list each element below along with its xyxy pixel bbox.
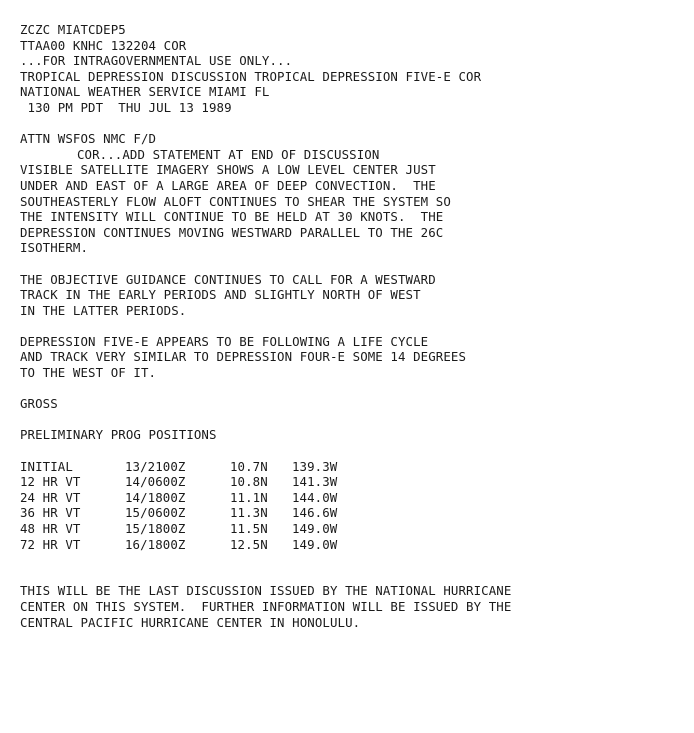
paragraph-line: AND TRACK VERY SIMILAR TO DEPRESSION FOUR-E SOME 14 DEGREES [20,349,467,365]
longitude: 146.6W [292,505,338,521]
forecast-hour: 36 HR VT [20,505,81,521]
longitude: 149.0W [292,521,338,536]
header-line-awips-id: TTAA00 KNHC 132204 COR [20,37,187,53]
valid-time: 15/0600Z [125,505,186,521]
paragraph-line: TRACK IN THE EARLY PERIODS AND SLIGHTLY NORTH OF WEST [20,287,421,303]
forecast-hour: INITIAL [20,458,73,474]
valid-time: 14/1800Z [125,489,186,505]
table-row [20,474,372,490]
spacer [20,318,690,334]
spacer [20,568,690,584]
latitude: 11.5N [230,521,268,536]
header-line-office: NATIONAL WEATHER SERVICE MIAMI FL [20,84,270,100]
table-row [20,521,372,537]
paragraph-line: ISOTHERM. [20,240,89,256]
prog-positions-heading: PRELIMINARY PROG POSITIONS [20,427,217,443]
paragraph-line: UNDER AND EAST OF A LARGE AREA OF DEEP CONVECTION. THE [20,177,436,193]
latitude: 10.7N [230,458,268,474]
longitude: 141.3W [292,474,338,490]
paragraph-line: CENTER ON THIS SYSTEM. FURTHER INFORMATION WILL BE ISSUED BY THE [20,598,512,614]
forecast-hour: 48 HR VT [20,521,81,536]
latitude: 11.1N [230,489,268,505]
correction-note: COR...ADD STATEMENT AT END OF DISCUSSION [77,146,380,162]
longitude: 149.0W [292,536,338,552]
table-row [20,505,372,521]
valid-time: 14/0600Z [125,474,186,490]
paragraph-satellite [20,162,690,256]
header-line-title: TROPICAL DEPRESSION DISCUSSION TROPICAL DEPRESSION FIVE-E COR [20,68,482,84]
spacer [20,443,690,459]
closing-statement [20,583,690,630]
paragraph-line: VISIBLE SATELLITE IMAGERY SHOWS A LOW LEVEL CENTER JUST [20,162,436,178]
attn-line: ATTN WSFOS NMC F/D [20,131,157,147]
longitude: 139.3W [292,458,338,474]
paragraph-line: THE OBJECTIVE GUIDANCE CONTINUES TO CALL FOR A WESTWARD [20,271,436,287]
valid-time: 15/1800Z [125,521,186,536]
spacer [20,412,690,428]
prog-positions-table [20,459,372,553]
paragraph-line: TO THE WEST OF IT. [20,365,157,381]
forecast-hour: 12 HR VT [20,474,81,490]
paragraph-line: DEPRESSION FIVE-E APPEARS TO BE FOLLOWING A LIFE CYCLE [20,333,429,349]
latitude: 11.3N [230,505,268,521]
header-line-restriction: ...FOR INTRAGOVERNMENTAL USE ONLY... [20,53,293,69]
table-row [20,459,372,475]
latitude: 12.5N [230,536,268,552]
paragraph-life-cycle [20,334,690,381]
header-line-wmo-code: ZCZC MIATCDEP5 [20,22,126,37]
spacer [20,116,690,132]
forecaster-signature: GROSS [20,396,58,412]
spacer [20,381,690,397]
forecast-hour: 72 HR VT [20,536,81,552]
spacer [20,256,690,272]
table-row [20,537,372,553]
valid-time: 16/1800Z [125,536,186,552]
paragraph-line: THIS WILL BE THE LAST DISCUSSION ISSUED BY THE NATIONAL HURRICANE [20,583,512,599]
discussion-document [20,22,690,630]
paragraph-guidance [20,272,690,319]
valid-time: 13/2100Z [125,458,186,474]
paragraph-line: IN THE LATTER PERIODS. [20,302,187,318]
header-line-issue-time: 130 PM PDT THU JUL 13 1989 [20,99,232,115]
bulletin-header [20,22,690,116]
table-row [20,490,372,506]
paragraph-line: THE INTENSITY WILL CONTINUE TO BE HELD AT 30 KNOTS. THE [20,209,444,225]
paragraph-line: DEPRESSION CONTINUES MOVING WESTWARD PARALLEL TO THE 26C [20,224,444,240]
attn-block [20,131,690,162]
latitude: 10.8N [230,474,268,490]
spacer [20,552,690,568]
longitude: 144.0W [292,489,338,505]
paragraph-line: CENTRAL PACIFIC HURRICANE CENTER IN HONOLULU. [20,614,361,630]
forecast-hour: 24 HR VT [20,489,81,505]
paragraph-line: SOUTHEASTERLY FLOW ALOFT CONTINUES TO SHEAR THE SYSTEM SO [20,193,451,209]
